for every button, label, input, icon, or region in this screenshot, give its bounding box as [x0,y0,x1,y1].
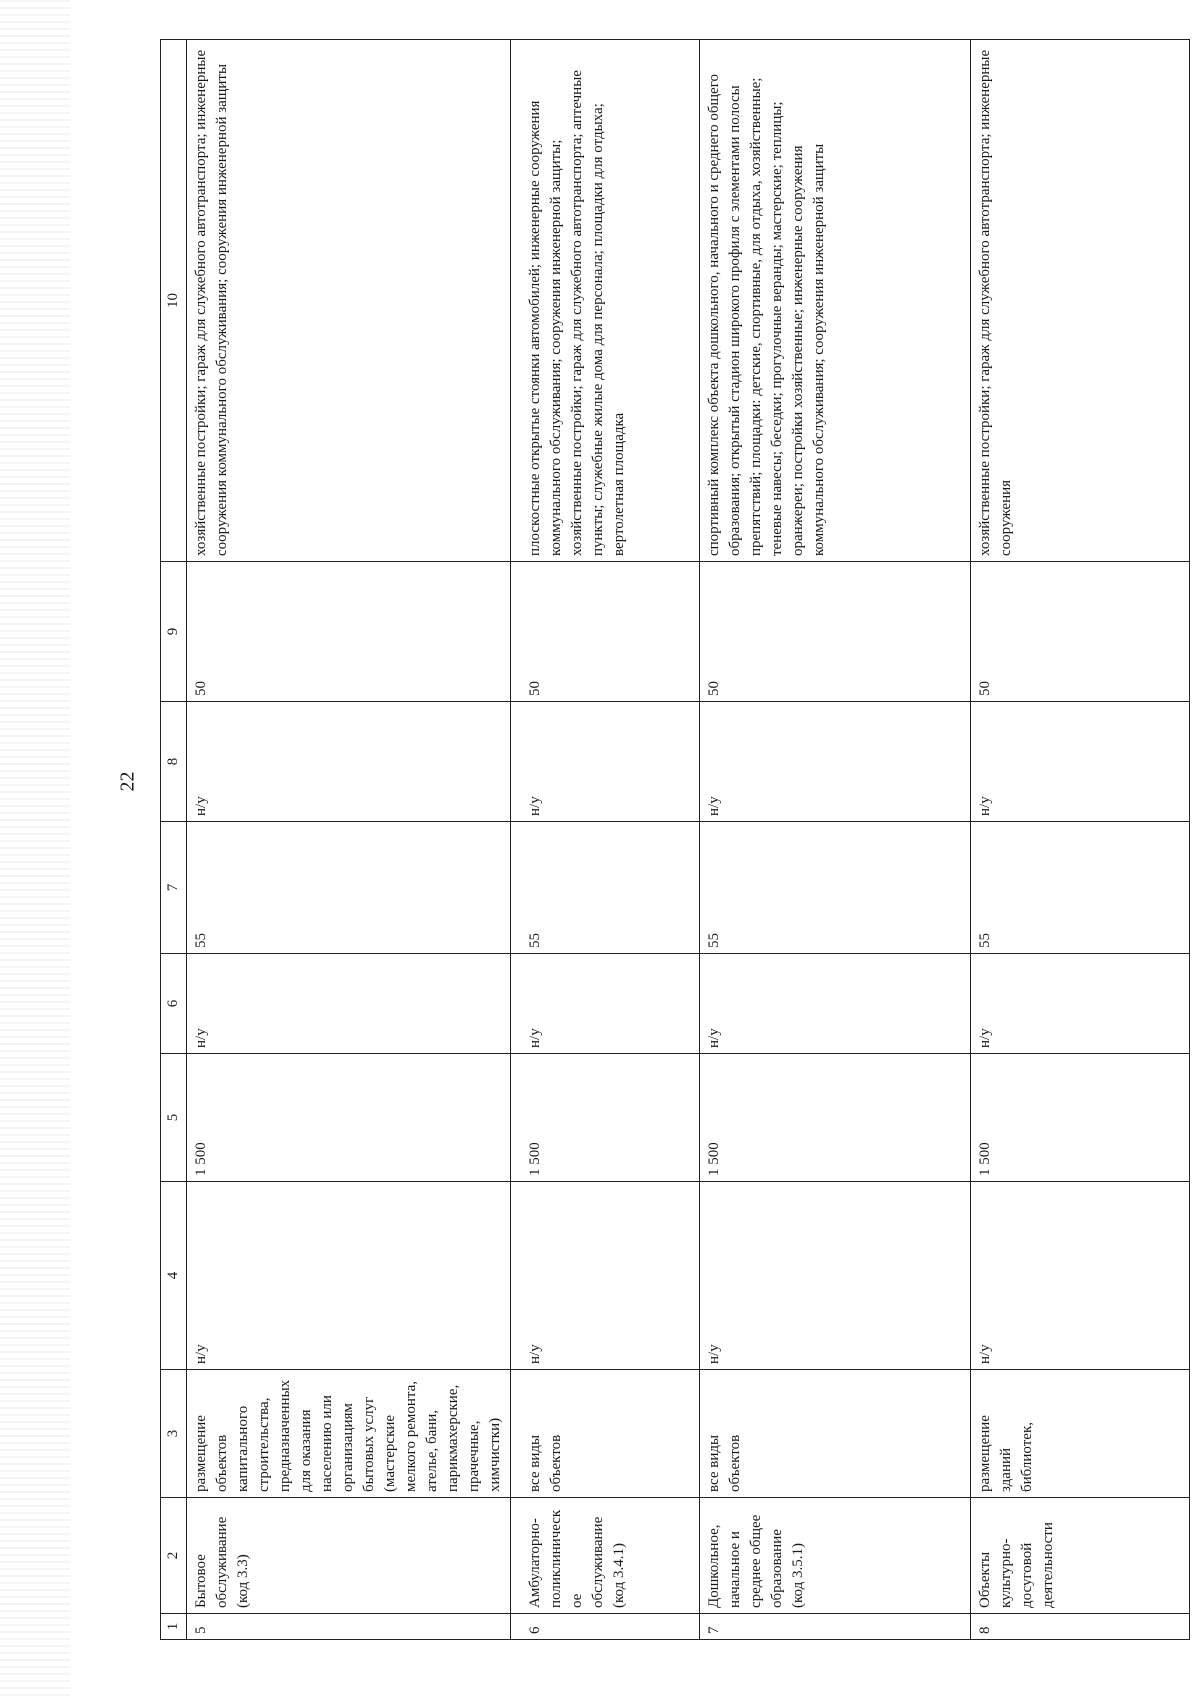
cell-col-7: 55 [700,822,971,954]
cell-col-5: 1 500 [187,1054,511,1182]
header-cell-5: 5 [161,1054,187,1182]
cell-col-4: н/у [187,1182,511,1370]
cell-col-6: н/у [187,954,511,1054]
header-cell-10: 10 [161,40,187,562]
cell-col-9: 50 [971,562,1190,702]
header-row [161,40,187,1640]
cell-col-9: 50 [700,562,971,702]
auxiliary-uses: спортивный комплекс объекта дошкольного, начального и среднего общего образования; открытый стадион широкого профиля с элементами полосы препятствий; площадки: детские, спортивные, для отдыха, хозяйственные; теневые навесы; беседки; прогулочные веранды; мастерские; теплицы; оранжереи; постройки хозяйственные; инженерные сооружения коммунального обслуживания; сооружения инженерной защиты [700,40,971,562]
land-use-name: Объекты культурно-досуговой деятельности [971,1498,1190,1614]
cell-col-8: н/у [187,702,511,822]
land-use-description: размещение зданий библиотек, [971,1370,1190,1498]
land-use-description: размещение объектов капитального строительства, предназначенных для оказания населению или организациям бытовых услуг (мастерские мелкого ремонта, ателье, бани, парикмахерские, прачечные, химчистки) [187,1370,511,1498]
document-sheet [160,40,1160,1640]
header-cell-3: 3 [161,1370,187,1498]
auxiliary-uses: хозяйственные постройки; гараж для служебного автотранспорта; инженерные сооружения коммунального обслуживания; сооружения инженерной защиты [187,40,511,562]
cell-col-5: 1 500 [971,1054,1190,1182]
table-row [187,40,511,1640]
land-use-description: все виды объектов [511,1370,700,1498]
rotated-table-container [160,40,1160,1640]
cell-col-7: 55 [187,822,511,954]
cell-col-6: н/у [700,954,971,1054]
page-number: 22 [116,771,139,792]
land-use-name: Дошкольное, начальное и среднее общее образование (код 3.5.1) [700,1498,971,1614]
table-row [511,40,700,1640]
cell-col-9: 50 [511,562,700,702]
header-cell-9: 9 [161,562,187,702]
cell-col-8: н/у [971,702,1190,822]
header-cell-1: 1 [161,1614,187,1640]
header-cell-4: 4 [161,1182,187,1370]
cell-col-4: н/у [971,1182,1190,1370]
cell-col-6: н/у [511,954,700,1054]
cell-col-4: н/у [700,1182,971,1370]
regulations-table [160,39,1190,1640]
cell-col-8: н/у [511,702,700,822]
header-cell-7: 7 [161,822,187,954]
header-cell-8: 8 [161,702,187,822]
cell-col-5: 1 500 [700,1054,971,1182]
land-use-name: Амбулаторно-поликлиническое обслуживание (код 3.4.1) [511,1498,700,1614]
cell-col-7: 55 [971,822,1190,954]
land-use-description: все виды объектов [700,1370,971,1498]
row-number: 7 [700,1614,971,1640]
cell-col-5: 1 500 [511,1054,700,1182]
cell-col-6: н/у [971,954,1190,1054]
header-cell-6: 6 [161,954,187,1054]
auxiliary-uses: хозяйственные постройки; гараж для служебного автотранспорта; инженерные сооружения [971,40,1190,562]
row-number: 8 [971,1614,1190,1640]
scan-edge-noise [0,0,70,1697]
row-number: 5 [187,1614,511,1640]
cell-col-7: 55 [511,822,700,954]
cell-col-9: 50 [187,562,511,702]
auxiliary-uses: плоскостные открытые стоянки автомобилей; инженерные сооружения коммунального обслуживания; сооружения инженерной защиты; хозяйственные постройки; гараж для служебного автотранспорта; аптечные пункты; служебные жилые дома для персонала; площадки для отдыха; вертолетная площадка [511,40,700,562]
row-number: 6 [511,1614,700,1640]
cell-col-4: н/у [511,1182,700,1370]
header-cell-2: 2 [161,1498,187,1614]
cell-col-8: н/у [700,702,971,822]
table-row [971,40,1190,1640]
table-row [700,40,971,1640]
land-use-name: Бытовое обслуживание (код 3.3) [187,1498,511,1614]
